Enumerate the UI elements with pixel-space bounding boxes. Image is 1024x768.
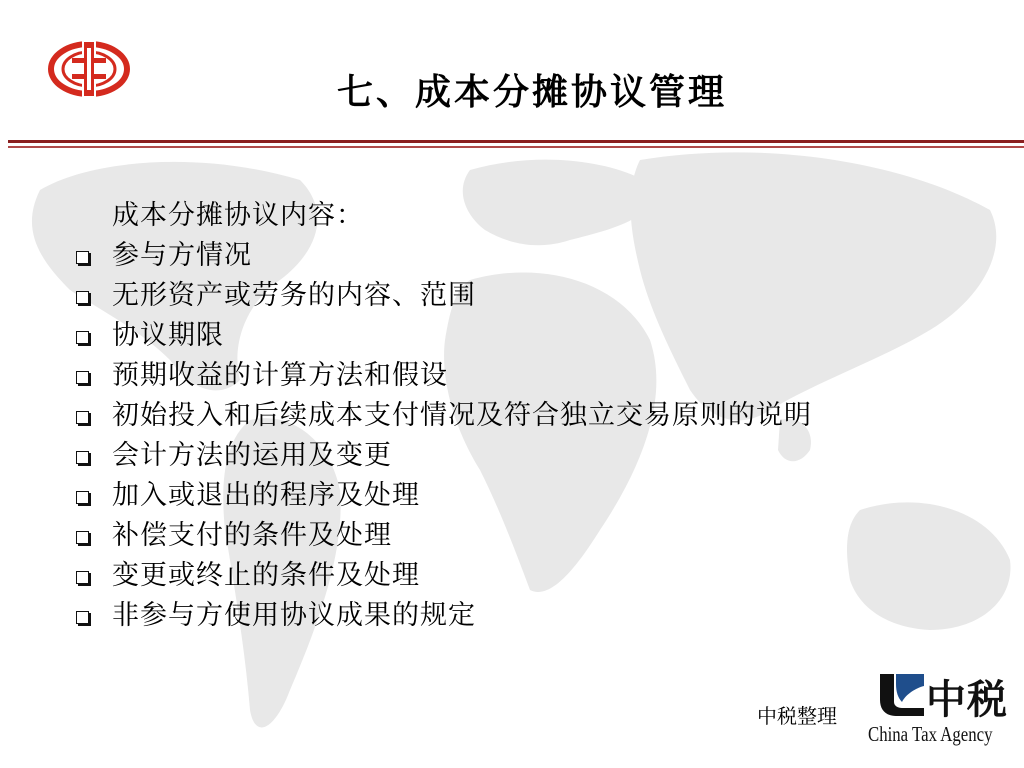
list-item: 补偿支付的条件及处理 — [72, 516, 872, 556]
list-item: 非参与方使用协议成果的规定 — [72, 596, 872, 636]
checkbox-square-icon — [76, 491, 89, 504]
checkbox-square-icon — [76, 371, 89, 384]
list-item: 协议期限 — [72, 316, 872, 356]
list-item: 变更或终止的条件及处理 — [72, 556, 872, 596]
slide-title: 七、成本分摊协议管理 — [336, 71, 727, 113]
brand-name-en: China Tax Agency — [868, 722, 993, 746]
brand-name-cn: 中税 — [926, 677, 1008, 723]
checkbox-square-icon — [76, 451, 89, 464]
checkbox-square-icon — [76, 251, 89, 264]
bullet-list — [72, 236, 872, 636]
list-item: 无形资产或劳务的内容、范围 — [72, 276, 872, 316]
title-divider-thin — [8, 146, 1024, 148]
list-item: 会计方法的运用及变更 — [72, 436, 872, 476]
slide-body — [72, 196, 872, 636]
list-item: 参与方情况 — [72, 236, 872, 276]
checkbox-square-icon — [76, 331, 89, 344]
checkbox-square-icon — [76, 531, 89, 544]
brand-logo — [868, 672, 1024, 768]
checkbox-square-icon — [76, 291, 89, 304]
list-item: 预期收益的计算方法和假设 — [72, 356, 872, 396]
brand-mark-icon — [880, 674, 924, 716]
list-item: 初始投入和后续成本支付情况及符合独立交易原则的说明 — [72, 396, 872, 436]
footer-note: 中税整理 — [757, 704, 837, 728]
title-divider-thick — [8, 140, 1024, 143]
checkbox-square-icon — [76, 611, 89, 624]
list-item: 加入或退出的程序及处理 — [72, 476, 872, 516]
checkbox-square-icon — [76, 411, 89, 424]
checkbox-square-icon — [76, 571, 89, 584]
intro-text: 成本分摊协议内容： — [112, 200, 364, 231]
